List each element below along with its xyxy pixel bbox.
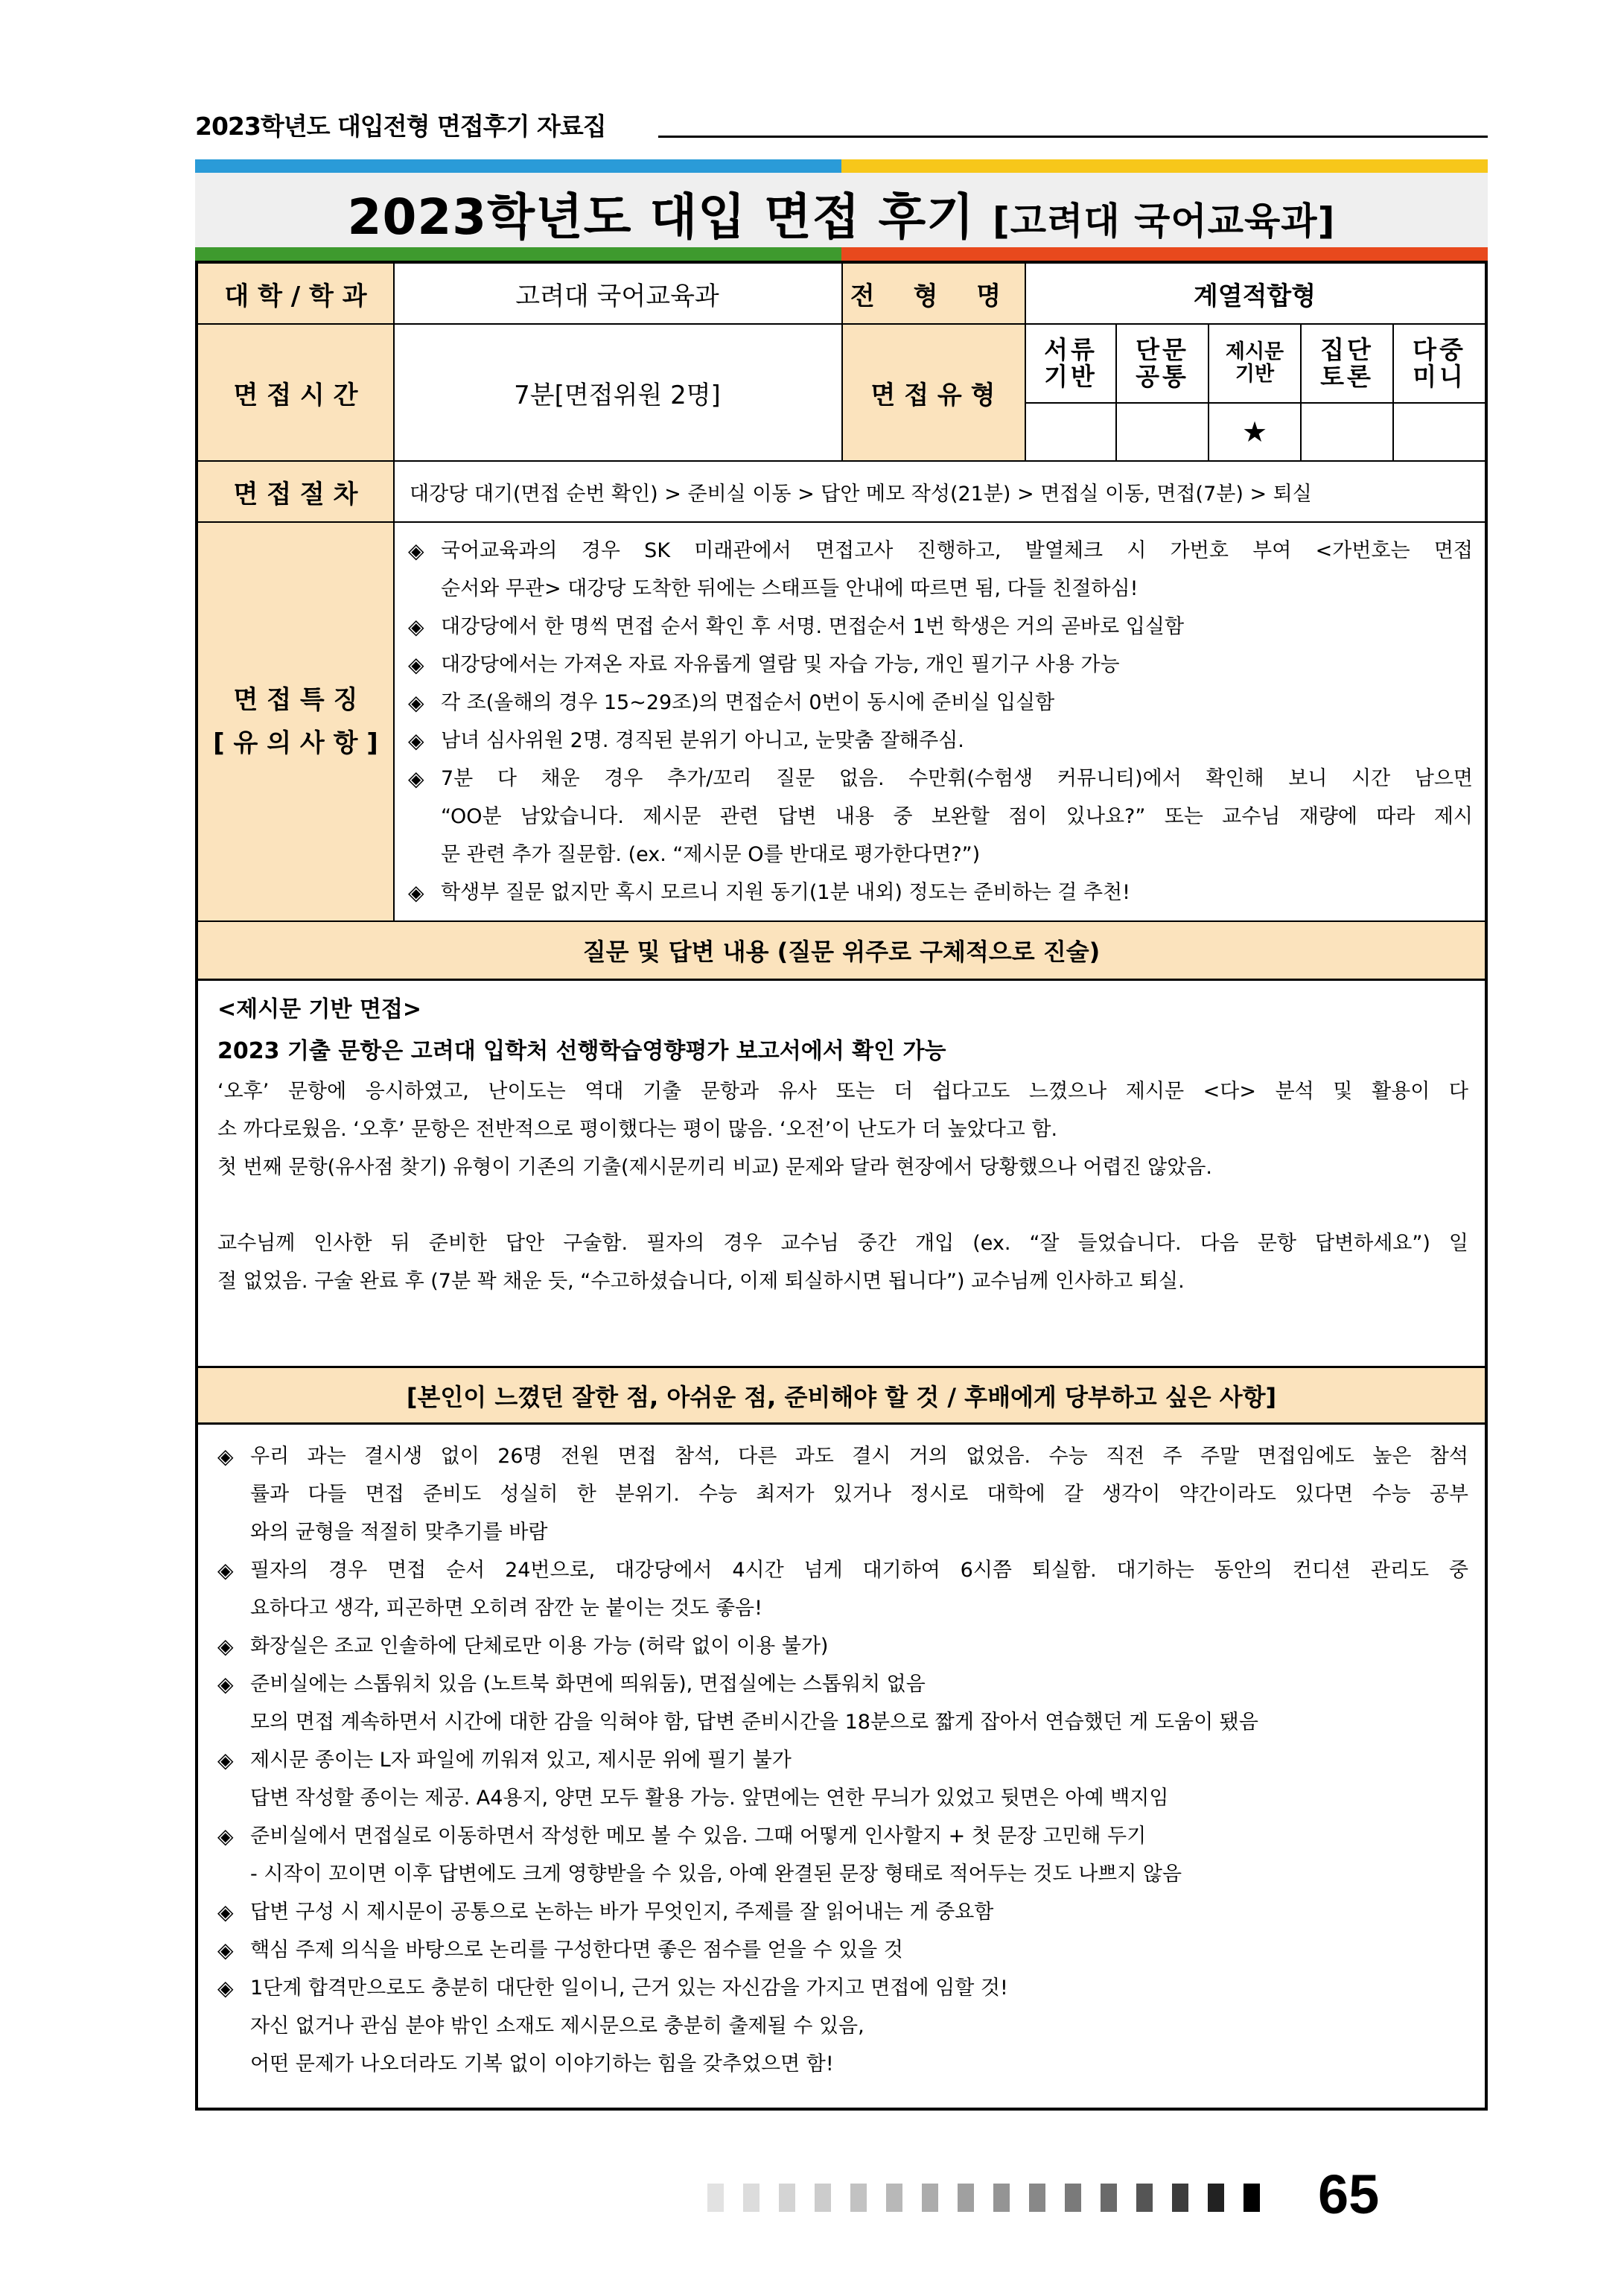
footer-square <box>1029 2184 1045 2212</box>
features-label-line2: [ 유 의 사 항 ] <box>213 728 378 758</box>
running-header <box>195 103 1488 144</box>
track-value: 계열적합형 <box>1193 281 1316 311</box>
divider <box>198 1422 1485 1425</box>
advice-item <box>217 1817 1468 1893</box>
type-document-label: 서류 기반 <box>1044 335 1098 391</box>
advice-item <box>217 1627 1468 1665</box>
title-bar-green <box>195 247 841 261</box>
advice-line: 준비실에는 스톱워치 있음 (노트북 화면에 띄워둠), 면접실에는 스톱워치 없음 <box>250 1673 926 1696</box>
type-mark-3: ★ <box>1241 416 1268 448</box>
interview-form <box>195 261 1488 2111</box>
type-mark-4 <box>1302 404 1392 460</box>
bullet-icon: ◈ <box>408 614 424 639</box>
advice-line: 률과 다들 면접 준비도 성실히 한 분위기. 수능 최저가 있거나 정시로 대학에 갈 생각이 약간이라도 있다면 수능 공부 <box>250 1483 1468 1506</box>
advice-item <box>217 1969 1468 2083</box>
page-number: 65 <box>1318 2163 1380 2225</box>
feature-line: 국어교육과의 경우 SK 미래관에서 면접고사 진행하고, 발열체크 시 가번호 부여 <가번호는 면접 <box>441 539 1473 562</box>
feature-item <box>408 532 1473 608</box>
feature-line: 대강당에서 한 명씩 면접 순서 확인 후 서명. 면접순서 1번 학생은 거의 곧바로 입실함 <box>441 615 1185 638</box>
feature-item <box>408 760 1473 874</box>
advice-line: 제시문 종이는 L자 파일에 끼워져 있고, 제시문 위에 필기 불가 <box>250 1749 792 1772</box>
page-title <box>195 177 1488 248</box>
qa-body <box>217 989 1468 1361</box>
bullet-icon: ◈ <box>408 728 424 753</box>
advice-line: 요하다고 생각, 피곤하면 오히려 잠깐 눈 붙이는 것도 좋음! <box>250 1597 762 1620</box>
advice-line: - 시작이 꼬이면 이후 답변에도 크게 영향받을 수 있음, 아예 완결된 문장 형태로 적어두는 것도 나쁘지 않음 <box>250 1863 1182 1886</box>
type-short <box>1117 325 1208 402</box>
time-label: 면 접 시 간 <box>198 325 393 460</box>
divider <box>1115 325 1117 460</box>
qa-line <box>217 1186 1468 1224</box>
advice-line: 모의 면접 계속하면서 시간에 대한 감을 익혀야 함, 답변 준비시간을 18분으로 짧게 잡아서 연습했던 게 도움이 됐음 <box>250 1711 1258 1734</box>
procedure-label: 면 접 절 차 <box>198 462 393 521</box>
title-bar-yellow <box>841 159 1488 173</box>
features-list <box>408 532 1473 919</box>
type-short-label: 단문 공통 <box>1136 335 1189 391</box>
footer-square <box>1101 2184 1117 2212</box>
advice-line: 필자의 경우 면접 순서 24번으로, 대강당에서 4시간 넘게 대기하여 6시쯤 퇴실함. 대기하는 동안의 컨디션 관리도 중 <box>250 1559 1468 1582</box>
footer-square <box>922 2184 938 2212</box>
title-main: 2023학년도 대입 면접 후기 <box>347 188 975 246</box>
qa-line: 절 없었음. 구술 완료 후 (7분 꽉 채운 듯, “수고하셨습니다, 이제 퇴실하시면 됩니다”) 교수님께 인사하고 퇴실. <box>217 1270 1185 1293</box>
type-group <box>1302 325 1392 402</box>
type-mmi-label: 다중 미니 <box>1413 335 1466 391</box>
footer-square <box>1136 2184 1153 2212</box>
advice-line: 답변 작성할 종이는 제공. A4용지, 양면 모두 활용 가능. 앞면에는 연한 무늬가 있었고 뒷면은 아예 백지임 <box>250 1787 1169 1810</box>
features-label-line1: 면 접 특 징 <box>233 685 358 715</box>
footer-square <box>779 2184 795 2212</box>
qa-line: 교수님께 인사한 뒤 준비한 답안 구술함. 필자의 경우 교수님 중간 개입 (ex. “잘 들었습니다. 다음 문항 답변하세요”) 일 <box>217 1232 1468 1255</box>
advice-item <box>217 1741 1468 1817</box>
footer-square <box>958 2184 974 2212</box>
type-mark-5 <box>1394 404 1485 460</box>
advice-item <box>217 1551 1468 1627</box>
university-label: 대 학 / 학 과 <box>198 264 393 323</box>
bullet-icon: ◈ <box>408 652 424 677</box>
qa-heading-2: 2023 기출 문항은 고려대 입학처 선행학습영향평가 보고서에서 확인 가능 <box>217 1038 946 1064</box>
type-mmi <box>1394 325 1485 402</box>
title-bar-blue <box>195 159 841 173</box>
divider <box>393 264 395 920</box>
footer-square <box>815 2184 831 2212</box>
advice-line: 와의 균형을 적절히 맞추기를 바람 <box>250 1521 548 1544</box>
feature-item <box>408 874 1473 912</box>
qa-line: 첫 번째 문항(유사점 찾기) 유형이 기존의 기출(제시문끼리 비교) 문제와 달라 현장에서 당황했으나 어렵진 않았음. <box>217 1156 1212 1179</box>
qa-header: 질문 및 답변 내용 (질문 위주로 구체적으로 진술) <box>198 922 1485 979</box>
bullet-icon: ◈ <box>408 690 424 715</box>
footer-square <box>850 2184 867 2212</box>
bullet-icon: ◈ <box>408 766 424 791</box>
bullet-icon: ◈ <box>217 1748 234 1772</box>
footer-square <box>743 2184 760 2212</box>
bullet-icon: ◈ <box>217 1672 234 1696</box>
type-label: 면 접 유 형 <box>841 325 1025 460</box>
title-sub: [고려대 국어교육과] <box>992 200 1336 243</box>
track-label: 전 형 명 <box>841 264 1025 323</box>
divider <box>1025 264 1026 460</box>
advice-item <box>217 1893 1468 1931</box>
type-document <box>1026 325 1115 402</box>
qa-line: 소 까다로웠음. ‘오후’ 문항은 전반적으로 평이했다는 평이 많음. ‘오전’이 난도가 더 높았다고 함. <box>217 1118 1058 1141</box>
features-label <box>198 523 393 920</box>
title-bar-red <box>841 247 1488 261</box>
feature-line: 학생부 질문 없지만 혹시 모르니 지원 동기(1분 내외) 정도는 준비하는 걸 추천! <box>441 881 1130 904</box>
bullet-icon: ◈ <box>217 1938 234 1962</box>
feature-item <box>408 684 1473 722</box>
running-header-text: 2023학년도 대입전형 면접후기 자료집 <box>195 112 606 141</box>
feature-line: 남녀 심사위원 2명. 경직된 분위기 아니고, 눈맞춤 잘해주심. <box>441 729 964 752</box>
feature-item <box>408 646 1473 684</box>
bullet-icon: ◈ <box>217 1634 234 1659</box>
type-mark-2 <box>1117 404 1208 460</box>
footer-square <box>886 2184 902 2212</box>
feature-line: 순서와 무관> 대강당 도착한 뒤에는 스태프들 안내에 따르면 됨, 다들 친절하심! <box>441 577 1139 600</box>
qa-line: ‘오후’ 문항에 응시하였고, 난이도는 역대 기출 문항과 유사 또는 더 쉽다고도 느꼈으나 제시문 <다> 분석 및 활용이 다 <box>217 1080 1468 1103</box>
footer-square <box>1065 2184 1081 2212</box>
bullet-icon: ◈ <box>217 1558 234 1583</box>
feature-item <box>408 608 1473 646</box>
footer-square <box>1208 2184 1224 2212</box>
footer-square <box>1244 2184 1260 2212</box>
advice-line: 우리 과는 결시생 없이 26명 전원 면접 참석, 다른 과도 결시 거의 없었음. 수능 직전 주 주말 면접임에도 높은 참석 <box>250 1445 1468 1468</box>
feature-line: 문 관련 추가 질문함. (ex. “제시문 O를 반대로 평가한다면?”) <box>441 843 981 866</box>
footer-square <box>993 2184 1010 2212</box>
advice-line: 어떤 문제가 나오더라도 기복 없이 이야기하는 힘을 갖추었으면 함! <box>250 2052 834 2076</box>
divider <box>1392 325 1394 460</box>
university-value: 고려대 국어교육과 <box>515 281 719 311</box>
advice-item <box>217 1437 1468 1551</box>
bullet-icon: ◈ <box>217 1900 234 1924</box>
running-header-rule <box>658 136 1488 138</box>
divider <box>841 264 843 460</box>
title-band <box>195 159 1488 261</box>
bullet-icon: ◈ <box>408 880 424 905</box>
divider <box>1025 402 1485 404</box>
bullet-icon: ◈ <box>217 1444 234 1469</box>
feature-line: 각 조(올해의 경우 15~29조)의 면접순서 0번이 동시에 준비실 입실함 <box>441 691 1055 714</box>
procedure-value: 대강당 대기(면접 순번 확인) > 준비실 이동 > 답안 메모 작성(21분) > 면접실 이동, 면접(7분) > 퇴실 <box>410 482 1312 506</box>
divider <box>1300 325 1302 460</box>
divider <box>1208 325 1209 460</box>
feature-line: “OO분 남았습니다. 제시문 관련 답변 내용 중 보완할 점이 있나요?” 또는 교수님 재량에 따라 제시 <box>441 805 1473 828</box>
advice-line: 자신 없거나 관심 분야 밖인 소재도 제시문으로 충분히 출제될 수 있음, <box>250 2014 864 2038</box>
time-value: 7분[면접위원 2명] <box>514 380 721 410</box>
type-mark-1 <box>1026 404 1115 460</box>
advice-line: 1단계 합격만으로도 충분히 대단한 일이니, 근거 있는 자신감을 가지고 면접에 임할 것! <box>250 1977 1008 2000</box>
divider <box>198 979 1485 981</box>
footer-square <box>1172 2184 1188 2212</box>
page-footer <box>707 2163 1526 2230</box>
advice-line: 준비실에서 면접실로 이동하면서 작성한 메모 볼 수 있음. 그때 어떻게 인사할지 + 첫 문장 고민해 두기 <box>250 1825 1147 1848</box>
advice-line: 답변 구성 시 제시문이 공통으로 논하는 바가 무엇인지, 주제를 잘 읽어내는 게 중요함 <box>250 1901 994 1924</box>
type-passage-label: 제시문 기반 <box>1225 340 1284 386</box>
feature-item <box>408 722 1473 760</box>
type-passage <box>1209 325 1300 402</box>
advice-list <box>217 1437 1468 2100</box>
type-group-label: 집단 토론 <box>1320 335 1374 391</box>
feature-line: 대강당에서는 가져온 자료 자유롭게 열람 및 자습 가능, 개인 필기구 사용 가능 <box>441 653 1120 676</box>
qa-heading-1: <제시문 기반 면접> <box>217 996 422 1023</box>
advice-line: 핵심 주제 의식을 바탕으로 논리를 구성한다면 좋은 점수를 얻을 수 있을 것 <box>250 1939 903 1962</box>
advice-item <box>217 1931 1468 1969</box>
bullet-icon: ◈ <box>217 1824 234 1848</box>
advice-item <box>217 1665 1468 1741</box>
feature-line: 7분 다 채운 경우 추가/꼬리 질문 없음. 수만휘(수험생 커뮤니티)에서 확인해 보니 시간 남으면 <box>441 767 1473 790</box>
advice-line: 화장실은 조교 인솔하에 단체로만 이용 가능 (허락 없이 이용 불가) <box>250 1635 829 1658</box>
bullet-icon: ◈ <box>408 538 424 563</box>
advice-header: [본인이 느꼈던 잘한 점, 아쉬운 점, 준비해야 할 것 / 후배에게 당부하고 싶은 사항] <box>198 1368 1485 1422</box>
footer-square <box>707 2184 724 2212</box>
bullet-icon: ◈ <box>217 1976 234 2000</box>
